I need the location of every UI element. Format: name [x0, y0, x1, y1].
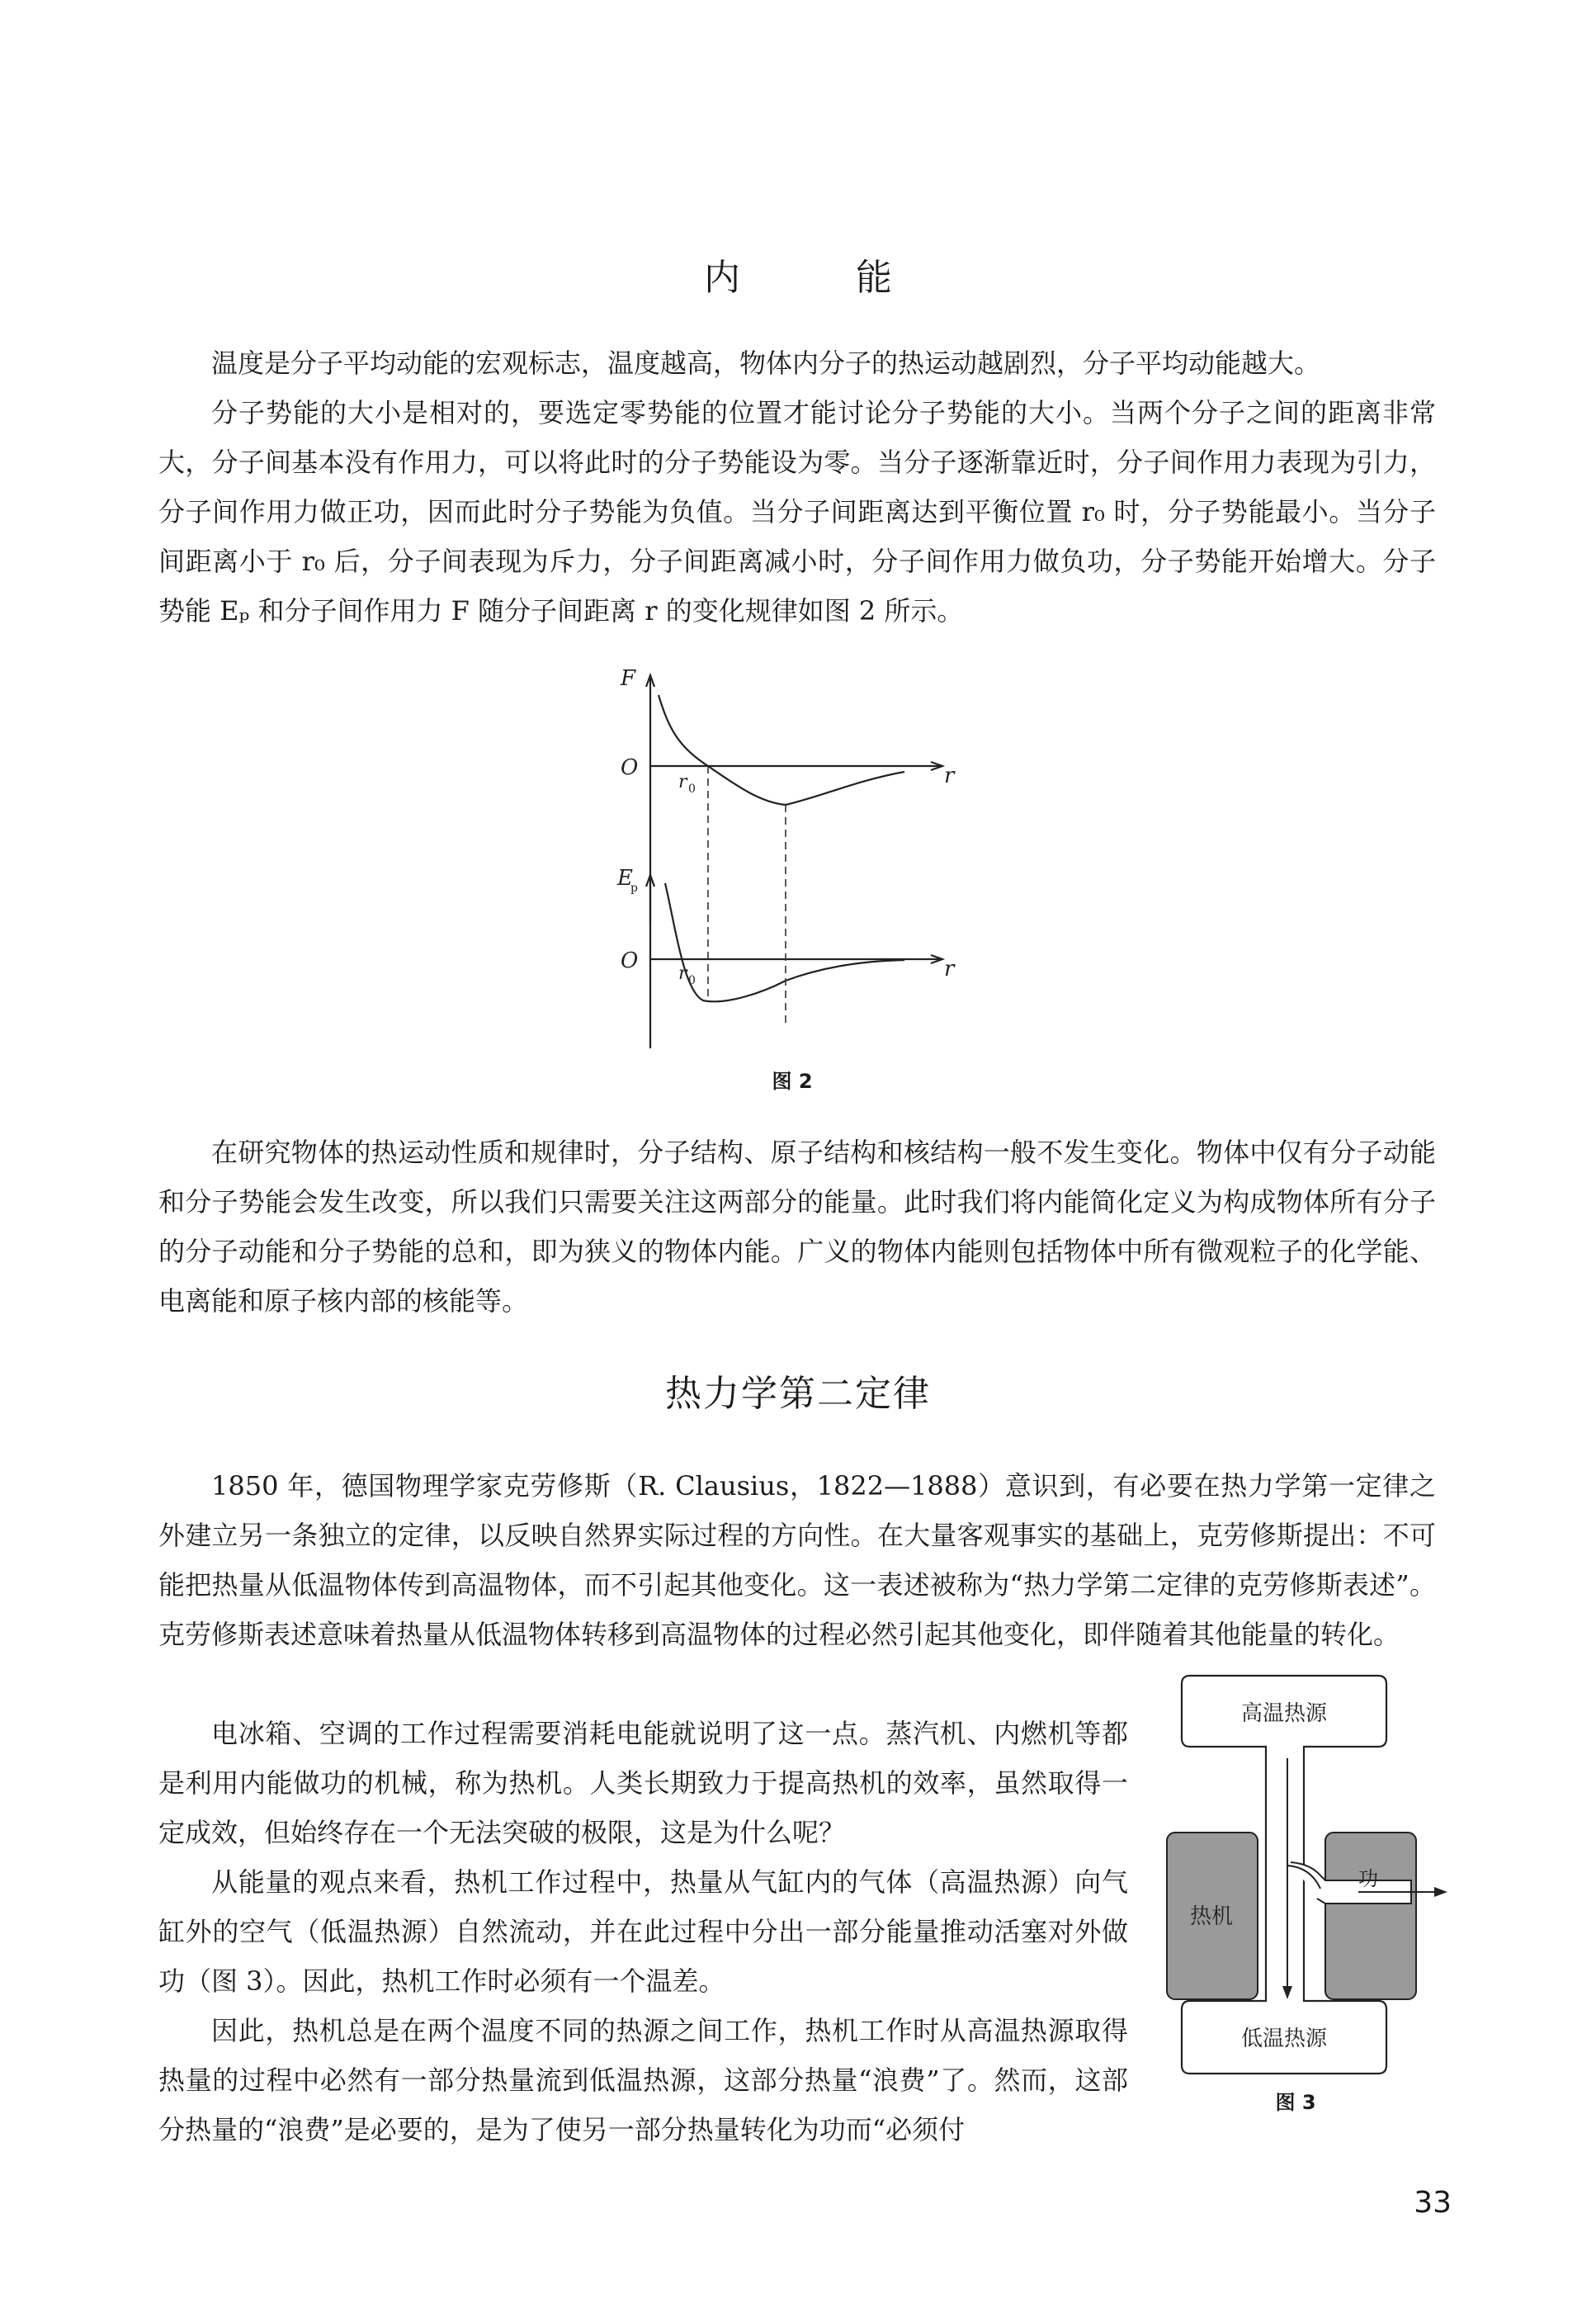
- engine-block-right: [1325, 1833, 1416, 1999]
- section-title-second-law: 热力学第二定律: [665, 1373, 931, 1415]
- label-O-bottom: O: [621, 948, 639, 973]
- paragraph: 在研究物体的热运动性质和规律时，分子结构、原子结构和核结构一般不发生变化。物体中仅有分子动能和分子势能会发生改变，所以我们只需要关注这两部分的能量。此时我们将内能简化定义为构成物体所有分子的分子动能和分子势能的总和，即为狭义的物体内能。广义的物体内能则包括物体中所有微观粒子的化学能、电离能和原子核内部的核能等。: [158, 1137, 1436, 1317]
- figure-2-force-and-potential: [611, 660, 974, 1073]
- label-hot-source: 高温热源: [1240, 1701, 1328, 1726]
- figure-3-heat-engine: [1164, 1667, 1461, 2080]
- label-r-bottom: r: [944, 957, 955, 981]
- figure-3-caption: 图 3: [1275, 2091, 1316, 2114]
- label-r-top: r: [944, 764, 955, 788]
- label-r0-top: r: [678, 772, 687, 792]
- paragraph: 从能量的观点来看，热机工作过程中，热量从气缸内的气体（高温热源）向气缸外的空气（低温热源）自然流动，并在此过程中分出一部分能量推动活塞对外做功（图 3）。因此，热机工作时必须有一个温差。: [158, 1866, 1128, 1997]
- paragraph: 因此，热机总是在两个温度不同的热源之间工作，热机工作时从高温热源取得热量的过程中必然有一部分热量流到低温热源，这部分热量“浪费”了。然而，这部分热量的“浪费”是必要的，是为了使另一部分热量转化为功而“必须付: [158, 2015, 1128, 2145]
- label-work: 功: [1358, 1867, 1378, 1890]
- paragraph: 分子势能的大小是相对的，要选定零势能的位置才能讨论分子势能的大小。当两个分子之间的距离非常大，分子间基本没有作用力，可以将此时的分子势能设为零。当分子逐渐靠近时，分子间作用力表现为引力，分子间作用力做正功，因而此时分子势能为负值。当分子间距离达到平衡位置 r₀ 时，分子势能最小。当分子间距离小于 r₀ 后，分子间表现为斥力，分子间距离减小时，分子间作用力做负功，分子势能开始增大。分子势能 Eₚ 和分子间作用力 F 随分子间距离 r 的变化规律如图 2 所示。: [158, 397, 1436, 627]
- page-number: 33: [1414, 2186, 1452, 2220]
- potential-energy-curve: [665, 883, 904, 1001]
- label-engine: 热机: [1189, 1904, 1234, 1929]
- paragraph: 1850 年，德国物理学家克劳修斯（R. Clausius，1822—1888）意识到，有必要在热力学第一定律之外建立另一条独立的定律，以反映自然界实际过程的方向性。在大量客观事实的基础上，克劳修斯提出：不可能把热量从低温物体传到高温物体，而不引起其他变化。这一表述被称为“热力学第二定律的克劳修斯表述”。克劳修斯表述意味着热量从低温物体转移到高温物体的过程必然引起其他变化，即伴随着其他能量的转化。: [158, 1470, 1436, 1650]
- label-r0-top-sub: 0: [688, 783, 696, 796]
- label-r0-bottom-sub: 0: [688, 974, 696, 987]
- label-r0-bottom: r: [678, 963, 687, 984]
- work-arrowhead: [1434, 1887, 1447, 1897]
- section-title-internal-energy: 内 能: [704, 257, 932, 299]
- figure-2-caption: 图 2: [772, 1070, 813, 1093]
- paragraph: 电冰箱、空调的工作过程需要消耗电能就说明了这一点。蒸汽机、内燃机等都是利用内能做功的机械，称为热机。人类长期致力于提高热机的效率，虽然取得一定成效，但始终存在一个无法突破的极限，这是为什么呢？: [158, 1718, 1128, 1848]
- label-O-top: O: [621, 755, 639, 780]
- label-cold-source: 低温热源: [1240, 2027, 1328, 2051]
- paragraph: 温度是分子平均动能的宏观标志，温度越高，物体内分子的热运动越剧烈，分子平均动能越大。: [211, 348, 1321, 379]
- label-F: F: [621, 666, 636, 691]
- label-Ep: E: [617, 866, 633, 891]
- label-Ep-sub: p: [630, 882, 638, 895]
